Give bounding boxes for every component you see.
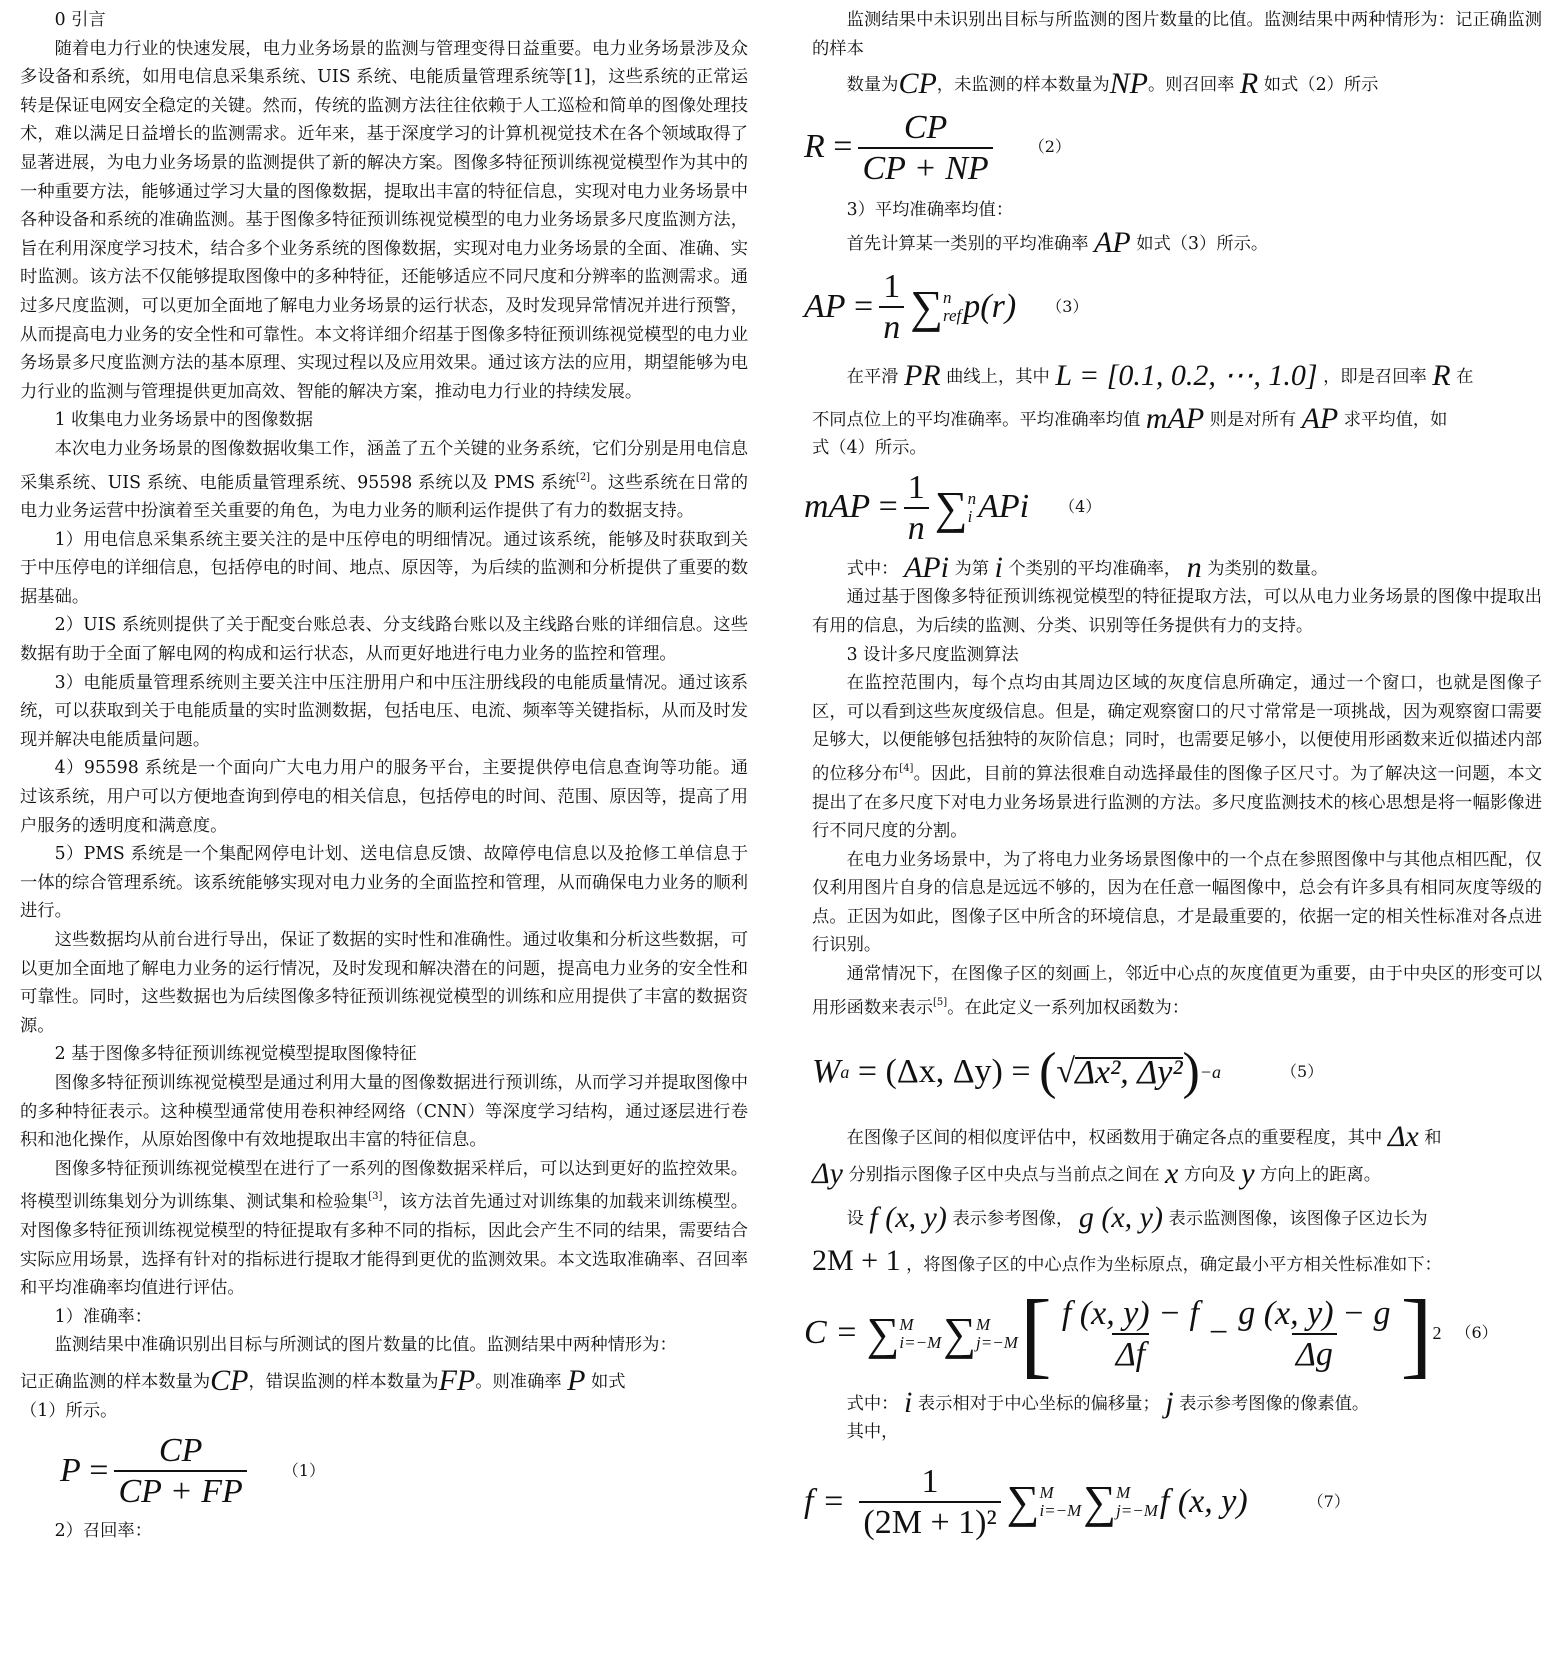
intro-paragraph: 随着电力行业的快速发展，电力业务场景的监测与管理变得日益重要。电力业务场景涉及众多设备和系统，如用电信息采集系统、UIS 系统、电能质量管理系统等[1]，这些系统的正常运转是保证电网安全稳定的关键。然而，传统的监测方法往往依赖于人工巡检和简单的图像处理技术，难以满足日益增长的监测需求。近年来，基于深度学习的计算机视觉技术在各个领域取得了显著进展，为电力业务场景的监测提供了新的解决方案。图像多特征预训练视觉模型作为其中的一种重要方法，能够通过学习大量的图像数据，提取出丰富的特征信息，实现对电力业务场景中各种设备和系统的准确监测。基于图像多特征预训练视觉模型的电力业务场景多尺度监测方法，旨在利用深度学习技术，结合多个业务系统的图像数据，实现对电力业务场景的全面、准确、实时监测。该方法不仅能够提取图像中的多种特征，还能够适应不同尺度和分辨率的监测需求。通过多尺度监测，可以更加全面地了解电力业务场景的运行状态，及时发现异常情况并进行预警，从而提高电力业务的安全性和可靠性。本文将详细介绍基于图像多特征预训练视觉模型的电力业务场景多尺度监测方法的基本原理、实现过程以及应用效果。通过该方法的应用，期望能够为电力行业的监测与管理提供更加高效、智能的解决方案，推动电力行业的持续发展。 <box>20 38 748 402</box>
section-3-paragraph-1: 在监控范围内，每个点均由其周边区域的灰度信息所确定，通过一个窗口，也就是图像子区，可以看到这些灰度级信息。但是，确定观察窗口的尺寸常常是一项挑战，因为观察窗口需要足够大，以便能够包括独特的灰阶信息；同时，也需要足够小，以便使用形函数来近似描述内部的位移分布[4]。因此，目前的算法很难自动选择最佳的图像子区尺寸。为了解决这一问题，本文提出了在多尺度下对电力业务场景进行监测的方法。多尺度监测技术的核心思想是将一幅影像进行不同尺度的分割。 <box>812 673 1542 842</box>
section-2-paragraph-1: 图像多特征预训练视觉模型是通过利用大量的图像数据进行预训练，从而学习并提取图像中的多种特征表示。这种模型通常使用卷积神经网络（CNN）等深度学习结构，通过逐层进行卷积和池化操作，从原始图像中有效地提取出丰富的特征信息。 <box>20 1072 748 1151</box>
weight-text: 在图像子区间的相似度评估中，权函数用于确定各点的重要程度，其中 Δx 和 <box>846 1120 1442 1154</box>
image-definition: 设 f (x, y) 表示参考图像， g (x, y) 表示监测图像，该图像子区边长为 <box>846 1201 1428 1235</box>
right-column <box>804 6 1542 1557</box>
equation-6: C = ∑ M i=−M ∑ M j=−M [ $\frac{f (x, y) - f}{\Delta f}$ − $\frac{g (x, y) - g}{\Delta g}$ ] 2 （6） <box>804 1279 1498 1387</box>
section-3-paragraph-3: 通常情况下，在图像子区的刻画上，邻近中心点的灰度值更为重要，由于中央区的形变可以用形函数来表示[5]。在此定义一系列加权函数为： <box>812 964 1542 1018</box>
ap-definition: 首先计算某一类别的平均准确率 AP 如式（3）所示。 <box>846 226 1269 260</box>
reference-5: [5] <box>932 996 948 1008</box>
recall-title: 2）召回率： <box>54 1521 152 1542</box>
recall-definition: 数量为CP，未监测的样本数量为NP。则召回率 R 如式（2）所示 <box>846 67 1379 101</box>
reference-2: [2] <box>575 471 591 483</box>
equation-1: P = $\frac{CP}{CP + FP}$ （1） <box>60 1432 325 1511</box>
equation-5: W a = (Δx, Δy) = ( √ Δx², Δy² ) −a （5） <box>812 1043 1324 1101</box>
system-item-1: 1）用电信息采集系统主要关注的是中压停电的明细情况。通过该系统，能够及时获取到关于中压停电的详细信息，包括停电的时间、地点、原因等，为后续的监测和分析提供了重要的数据基础。 <box>20 529 748 607</box>
map-text: 不同点位上的平均准确率。平均准确率均值 mAP 则是对所有 AP 求平均值，如 <box>812 401 1448 435</box>
map-title: 3）平均准确率均值： <box>846 199 1014 220</box>
accuracy-title: 1）准确率： <box>54 1306 152 1327</box>
section-3-paragraph-2: 在电力业务场景中，为了将电力业务场景图像中的一个点在参照图像中与其他点相匹配，仅仅利用图片自身的信息是远远不够的，因为在任意一幅图像中，总会有许多具有相同灰度等级的点。正因为如此，图像子区中所含的环境信息，才是最重要的，依据一定的相关性标准对各点进行识别。 <box>812 849 1542 956</box>
system-item-5: 5）PMS 系统是一个集配网停电计划、送电信息反馈、故障停电信息以及抢修工单信息于一体的综合管理系统。该系统能够实现对电力业务的全面监控和管理，从而确保电力业务的顺利进行。 <box>20 844 748 922</box>
equation-3: AP = $\frac{1}{n}$ ∑ n ref p(r) （3） <box>804 267 1089 346</box>
system-item-3: 3）电能质量管理系统则主要关注中压注册用户和中压注册线段的电能质量情况。通过该系统，可以获取到关于电能质量的实时监测数据，包括电压、电流、频率等关键指标，从而及时发现并解决电能质量问题。 <box>20 672 748 750</box>
left-column <box>20 6 748 1546</box>
image-definition-2: 2M + 1 ，将图像子区的中心点作为坐标原点，确定最小平方相关性标准如下： <box>812 1244 1442 1278</box>
equation-2: R = $\frac{CP}{CP + NP}$ （2） <box>804 108 1071 187</box>
section-1-summary: 这些数据均从前台进行导出，保证了数据的实时性和准确性。通过收集和分析这些数据，可以更加全面地了解电力业务的运行情况，及时发现和解决潜在的问题，提高电力业务的安全性和可靠性。同时，这些数据也为后续图像多特征预训练视觉模型的训练和应用提供了丰富的数据资源。 <box>20 930 748 1036</box>
accuracy-definition: 记正确监测的样本数量为CP，错误监测的样本数量为FP。则准确率 P 如式 <box>20 1363 626 1397</box>
weight-text-2: Δy 分别指示图像子区中央点与当前点之间在 x 方向及 y 方向上的距离。 <box>812 1156 1382 1190</box>
section-0-title: 0 引言 <box>54 10 106 30</box>
section-2-paragraph-2: 图像多特征预训练视觉模型在进行了一系列的图像数据采样后，可以达到更好的监控效果。将模型训练集划分为训练集、测试集和检验集[3]，该方法首先通过对训练集的加载来训练模型。对图像多特征预训练视觉模型的特征提取有多种不同的指标，因此会产生不同的结果，需要结合实际应用场景，选择有针对的指标进行提取才能得到更优的监测效果。本文选取准确率、召回率和平均准确率均值进行评估。 <box>20 1158 748 1299</box>
ap-where-clause: 式中： APi 为第 i 个类别的平均准确率， n 为类别的数量。 <box>846 550 1329 584</box>
recall-desc: 监测结果中未识别出目标与所监测的图片数量的比值。监测结果中两种情形为：记正确监测的样本 <box>812 10 1542 59</box>
accuracy-desc: 监测结果中准确识别出目标与所测试的图片数量的比值。监测结果中两种情形为： <box>54 1335 677 1356</box>
pr-curve-text: 在平滑 PR 曲线上，其中 L = [0.1, 0.2, ⋯, 1.0] ，即是召回率 R 在 <box>846 358 1474 392</box>
equation-7: f = $\frac{1}{\text{(2M + 1)²}}$ ∑ M i=−M ∑ M j=−M f (x, y) （7） <box>804 1462 1350 1541</box>
reference-3: [3] <box>368 1191 383 1203</box>
ij-where-clause: 式中： i 表示相对于中心坐标的偏移量； j 表示参考图像的像素值。 <box>846 1385 1370 1419</box>
map-eq-ref: 式（4）所示。 <box>812 438 927 459</box>
accuracy-eq-ref: （1）所示。 <box>20 1400 118 1421</box>
among-label: 其中， <box>846 1422 899 1443</box>
section-1-paragraph: 本次电力业务场景的图像数据收集工作，涵盖了五个关键的业务系统，它们分别是用电信息采集系统、UIS 系统、电能质量管理系统、95598 系统以及 PMS 系统[2]。这些系统在日常的电力业务运营中扮演着至关重要的角色，为电力业务的顺利运作提供了有力的数据支持。 <box>20 438 748 522</box>
section-3-title: 3 设计多尺度监测算法 <box>846 644 1019 665</box>
section-2-title: 2 基于图像多特征预训练视觉模型提取图像特征 <box>54 1044 417 1065</box>
equation-4: mAP = $\frac{1}{n}$ ∑ n i APi （4） <box>804 468 1102 547</box>
section-2-conclusion: 通过基于图像多特征预训练视觉模型的特征提取方法，可以从电力业务场景的图像中提取出有用的信息，为后续的监测、分类、识别等任务提供有力的支持。 <box>812 587 1542 636</box>
section-1-title: 1 收集电力业务场景中的图像数据 <box>54 410 314 431</box>
system-item-4: 4）95598 系统是一个面向广大电力用户的服务平台，主要提供停电信息查询等功能。通过该系统，用户可以方便地查询到停电的相关信息，包括停电的时间、范围、原因等，提高了用户服务的透明度和满意度。 <box>20 758 748 836</box>
reference-4: [4] <box>899 762 914 774</box>
system-item-2: 2）UIS 系统则提供了关于配变台账总表、分支线路台账以及主线路台账的详细信息。这些数据有助于全面了解电网的构成和运行状态，从而更好地进行电力业务的监控和管理。 <box>20 615 748 665</box>
